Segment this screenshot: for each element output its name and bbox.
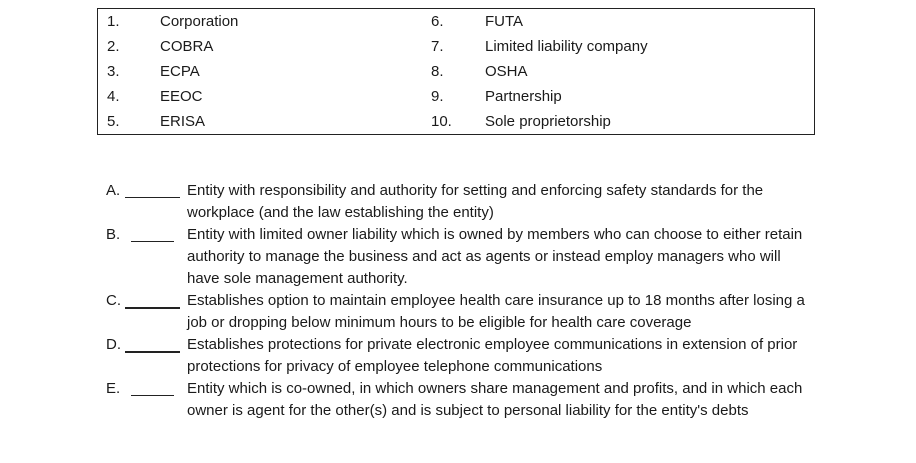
term-number: 7. [431, 38, 444, 55]
definition-letter: A. [106, 182, 121, 199]
term-number: 5. [107, 113, 120, 130]
definition-text: Entity with limited owner liability which is owned by members who can choose to either retain authority to manage the business and act as agents or instead employ managers who will have sole management authority. [187, 226, 803, 287]
term-label: ERISA [160, 113, 206, 130]
term-label: FUTA [485, 13, 524, 30]
answer-blank-a[interactable] [125, 197, 180, 198]
definition-letter: C. [106, 292, 121, 309]
term-label: Partnership [485, 88, 562, 105]
term-number: 10. [431, 113, 452, 130]
term-label: ECPA [160, 63, 200, 80]
term-number: 6. [431, 13, 444, 30]
term-label: Corporation [160, 13, 239, 30]
term-number: 8. [431, 63, 444, 80]
term-label: Limited liability company [485, 38, 648, 55]
definition-text: Entity with responsibility and authority for setting and enforcing safety standards for the workplace (and the law establishing the entity) [187, 182, 764, 221]
definition-text: Entity which is co-owned, in which owners share management and profits, and in which each owner is agent for the other(s) and is subject to personal liability for the entity's debts [187, 380, 803, 419]
answer-blank-d[interactable] [125, 351, 180, 353]
definition-letter: D. [106, 336, 121, 353]
definition-item-b [106, 224, 826, 290]
definition-item-d [106, 334, 826, 378]
definition-item-a [106, 180, 826, 224]
term-label: OSHA [485, 63, 528, 80]
terms-list-box [97, 8, 815, 135]
definition-letter: E. [106, 380, 121, 397]
definition-letter: B. [106, 226, 121, 243]
term-number: 2. [107, 38, 120, 55]
definition-item-e [106, 378, 826, 422]
answer-blank-b[interactable] [131, 241, 174, 242]
term-number: 3. [107, 63, 120, 80]
definitions-list [106, 180, 826, 422]
definition-item-c [106, 290, 826, 334]
term-label: Sole proprietorship [485, 113, 611, 130]
term-number: 1. [107, 13, 120, 30]
term-number: 4. [107, 88, 120, 105]
term-number: 9. [431, 88, 444, 105]
definition-text: Establishes protections for private electronic employee communications in extension of prior protections for privacy of employee telephone communications [187, 336, 798, 375]
definition-text: Establishes option to maintain employee health care insurance up to 18 months after losing a job or dropping below minimum hours to be eligible for health care coverage [187, 292, 805, 331]
answer-blank-c[interactable] [125, 307, 180, 309]
term-label: EEOC [160, 88, 203, 105]
answer-blank-e[interactable] [131, 395, 174, 396]
term-label: COBRA [160, 38, 214, 55]
